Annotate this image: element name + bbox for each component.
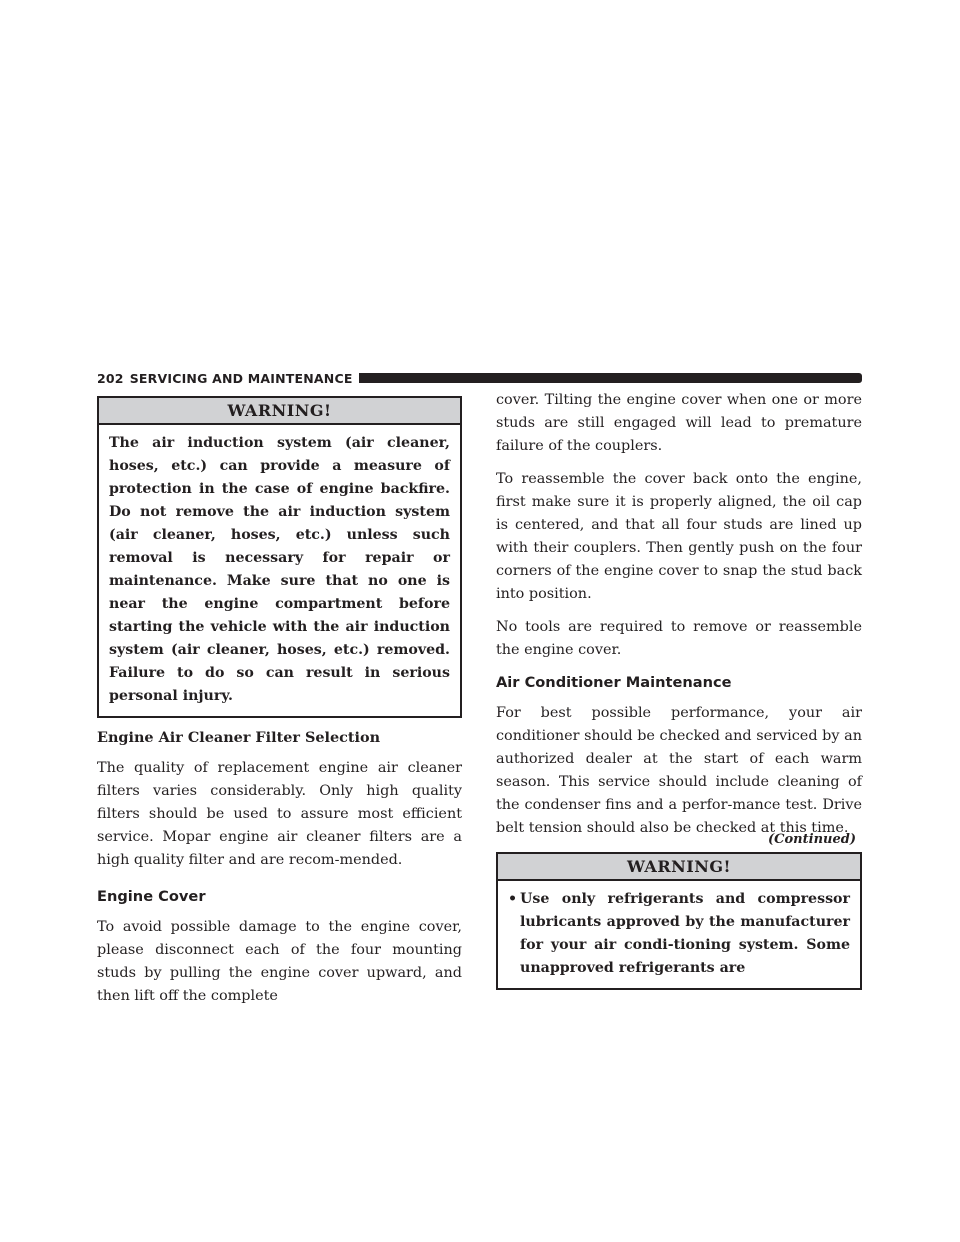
right-column [496, 389, 862, 990]
warning-bullet-item [508, 888, 850, 980]
no-tools-text: No tools are required to remove or reassemble the engine cover. [496, 619, 862, 658]
page-header [97, 370, 862, 386]
bullet-icon: • [508, 891, 518, 907]
engine-cover-text: To avoid possible damage to the engine cover, please disconnect each of the four mounting studs by pulling the engine cover upward, and then lift off the complete [97, 919, 462, 1004]
ac-maintenance-text: For best possible performance, your air conditioner should be checked and serviced by an authorized dealer at the start of each warm season. This service should include cleaning of the condenser fins and a perfor-mance test. Drive belt tension should also be checked at this time. [496, 705, 862, 836]
left-column [97, 396, 462, 1018]
reassemble-text: To reassemble the cover back onto the engine, first make sure it is properly aligned, the oil cap is centered, and that all four studs are lined up with their couplers. Then gently push on the four corners of the engine cover to snap the stud back into position. [496, 471, 862, 602]
filter-selection-text: The quality of replacement engine air cleaner filters varies considerably. Only high quality filters should be used to assure most efficient service. Mopar engine air cleaner filters are a high quality filter and are recom-mended. [97, 760, 462, 868]
warning-bullet-text: Use only refrigerants and compressor lubricants approved by the manufacturer for your air condi-tioning system. Some unapproved refrigerants are [520, 891, 850, 976]
filter-selection-heading: Engine Air Cleaner Filter Selection [97, 729, 381, 746]
warning-body [498, 881, 860, 988]
header-rule [359, 373, 862, 383]
continued-label: (Continued) [768, 832, 856, 847]
engine-cover-heading: Engine Cover [97, 888, 206, 905]
refrigerant-warning-box [496, 852, 862, 990]
warning-text: The air induction system (air cleaner, hoses, etc.) can provide a measure of protection in the case of engine backfire. Do not remove the air induction system (air cleaner, hoses, etc.) unless such removal is necessary for repair or maintenance. Make sure that no one is near the engine compartment before starting the vehicle with the air induction system (air cleaner, hoses, etc.) removed. Failure to do so can result in serious personal injury. [109, 435, 450, 704]
air-induction-warning-box [97, 396, 462, 718]
engine-cover-continued-text: cover. Tilting the engine cover when one or more studs are still engaged will lead to premature failure of the couplers. [496, 392, 862, 454]
ac-maintenance-heading: Air Conditioner Maintenance [496, 674, 732, 691]
page-number: 202 [97, 370, 124, 386]
warning-title: WARNING! [99, 398, 460, 425]
section-title: SERVICING AND MAINTENANCE [129, 370, 353, 386]
warning-title: WARNING! [498, 854, 860, 881]
